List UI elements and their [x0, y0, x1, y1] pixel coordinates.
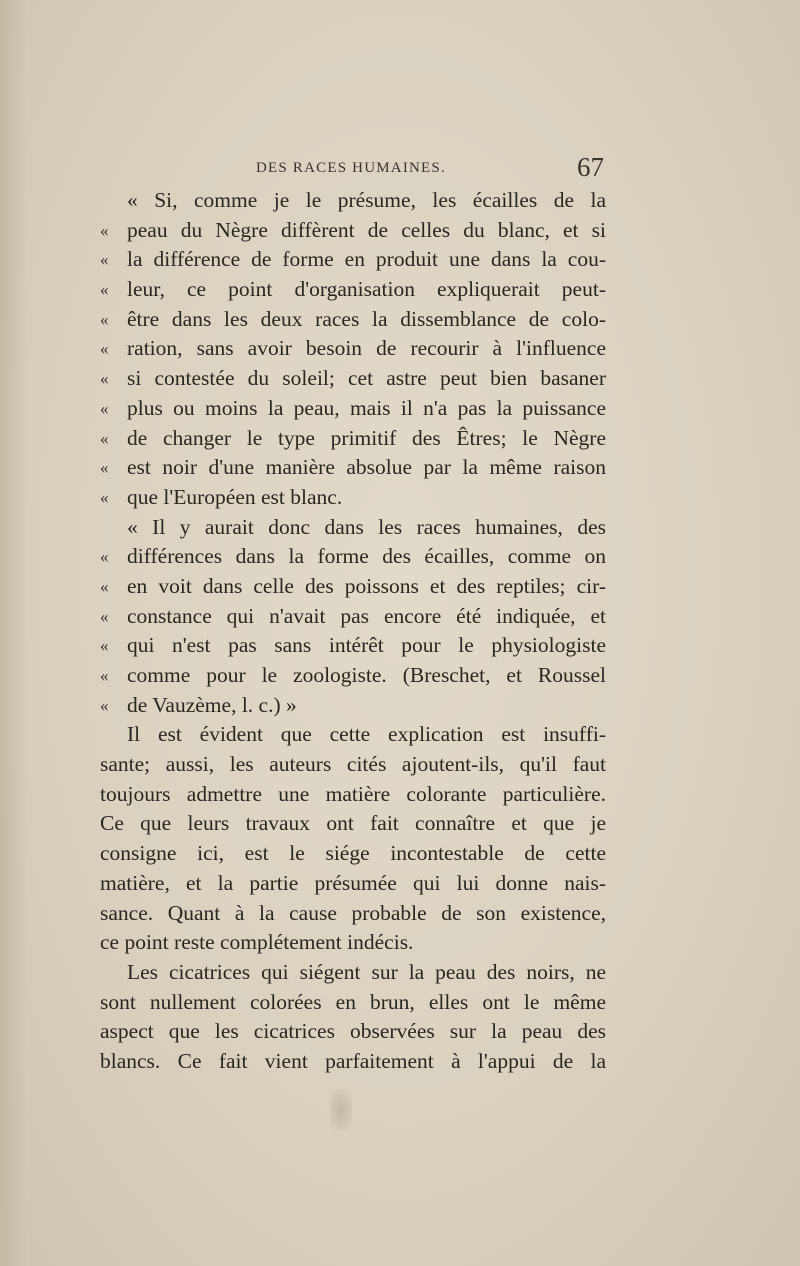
quote-mark: «	[100, 250, 109, 270]
paper-smudge	[330, 1090, 352, 1130]
text-line: sance. Quant à la cause probable de son existence,	[100, 900, 606, 925]
text-line: toujours admettre une matière colorante particulière.	[100, 781, 606, 806]
quote-mark: «	[100, 547, 109, 567]
quote-mark: «	[100, 309, 109, 329]
quote-mark: «	[100, 369, 109, 389]
quote-mark: «	[100, 666, 109, 685]
text-line: « comme pour le zoologiste. (Breschet, et Roussel	[100, 661, 606, 691]
text-line: « leur, ce point d'organisation expliquerait peut-	[100, 275, 606, 305]
quote-mark: «	[100, 220, 109, 240]
running-head	[108, 152, 604, 186]
text-line: « qui n'est pas sans intérêt pour le physiologiste	[100, 631, 606, 661]
text-line: sante; aussi, les auteurs cités ajoutent-ils, qu'il faut	[100, 752, 606, 777]
text-line: « ration, sans avoir besoin de recourir à l'influence	[100, 334, 606, 364]
quote-mark: «	[100, 428, 109, 448]
quote-mark: «	[100, 487, 109, 507]
text-line: consigne ici, est le siége incontestable de cette	[100, 841, 606, 866]
running-title: DES RACES HUMAINES.	[256, 160, 446, 176]
text-line: « en voit dans celle des poissons et des reptiles; cir-	[100, 572, 606, 602]
text-line: Il est évident que cette explication est insuffi-	[127, 722, 606, 747]
quote-mark: «	[100, 606, 109, 626]
text-line: « différences dans la forme des écailles, comme on	[100, 542, 606, 572]
text-line: matière, et la partie présumée qui lui donne nais-	[100, 870, 606, 895]
quote-mark: «	[100, 458, 109, 478]
text-line: « de Vauzème, l. c.) »	[100, 691, 606, 721]
quote-mark: «	[100, 695, 109, 715]
text-line: ce point reste complétement indécis.	[100, 930, 414, 955]
page-number: 67	[577, 152, 604, 182]
text-line: « est noir d'une manière absolue par la même raison	[100, 453, 606, 483]
text-line: Ce que leurs travaux ont fait connaître et que je	[100, 811, 606, 836]
text-line: « plus ou moins la peau, mais il n'a pas la puissance	[100, 394, 606, 424]
text-line: sont nullement colorées en brun, elles ont le même	[100, 989, 606, 1014]
text-line: aspect que les cicatrices observées sur la peau des	[100, 1019, 606, 1044]
quote-mark: «	[100, 636, 109, 656]
text-line: « la différence de forme en produit une dans la cou-	[100, 245, 606, 275]
text-line: « si contestée du soleil; cet astre peut bien basaner	[100, 364, 606, 394]
text-line: Les cicatrices qui siégent sur la peau des noirs, ne	[127, 959, 606, 984]
quote-mark: «	[100, 280, 109, 300]
text-line: « que l'Européen est blanc.	[100, 483, 606, 513]
text-line: blancs. Ce fait vient parfaitement à l'appui de la	[100, 1048, 606, 1073]
text-line: « être dans les deux races la dissemblance de colo-	[100, 305, 606, 335]
text-line: « constance qui n'avait pas encore été indiquée, et	[100, 602, 606, 632]
quote-mark: «	[100, 398, 109, 418]
text-line: « peau du Nègre diffèrent de celles du blanc, et si	[100, 216, 606, 246]
text-line: « Si, comme je le présume, les écailles de la	[127, 188, 606, 212]
quote-mark: «	[100, 576, 109, 596]
quote-mark: «	[100, 339, 109, 359]
body-text	[100, 186, 606, 1077]
text-line: « de changer le type primitif des Êtres; le Nègre	[100, 424, 606, 454]
text-line: « Il y aurait donc dans les races humaines, des	[127, 514, 606, 539]
